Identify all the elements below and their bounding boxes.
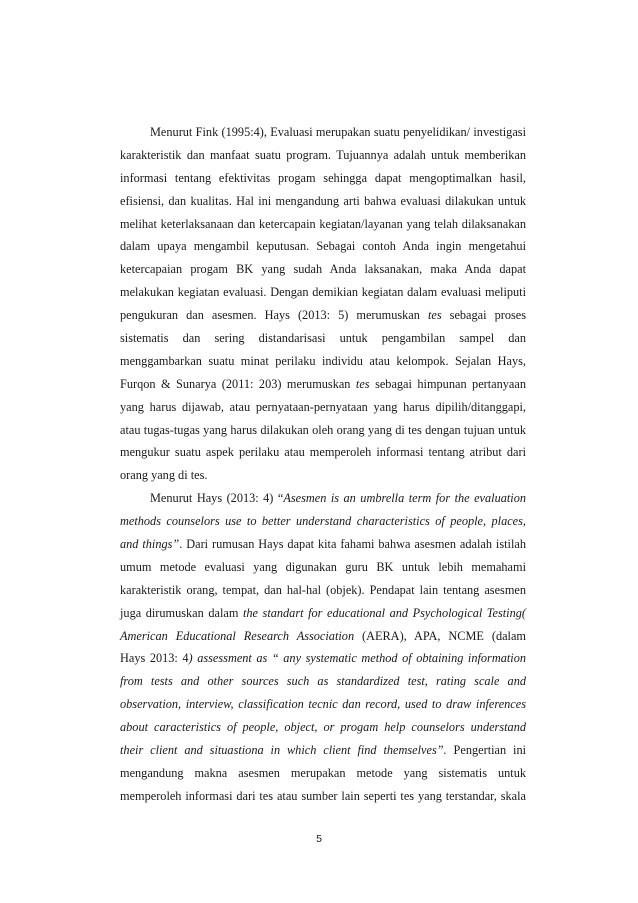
italic-text: the standart for educational and Psychological Testing( <box>242 605 526 620</box>
text-run: . Dari rumusan Hays dapat kita fahami bahwa asesmen adalah istilah <box>179 537 526 552</box>
text-line <box>120 510 526 533</box>
text-line <box>120 281 526 304</box>
italic-text: tes <box>355 376 370 391</box>
paragraph <box>120 487 526 807</box>
text-line <box>120 487 526 510</box>
text-run: umum metode evaluasi yang digunakan guru BK untuk lebih memahami <box>120 559 526 574</box>
text-run: ketercapaian progam BK yang sudah Anda laksanakan, maka Anda dapat <box>120 262 526 277</box>
italic-text: observation, interview, classification tecnic dan record, used to draw inferences <box>120 697 526 712</box>
text-run: Menurut Hays (2013: 4) “ <box>150 491 284 506</box>
text-run: Furqon & Sunarya (2011: 203) merumuskan <box>120 376 356 391</box>
text-line <box>120 647 526 670</box>
italic-text: Asesmen is an umbrella term for the evaluation <box>283 491 526 506</box>
text-line <box>120 464 526 487</box>
text-line <box>120 419 526 442</box>
italic-text: ) assessment as “ any systematic method of obtaining information <box>188 651 526 666</box>
text-line <box>120 258 526 281</box>
text-line <box>120 693 526 716</box>
italic-text: and things” <box>120 537 180 552</box>
text-line <box>120 373 526 396</box>
text-run: sebagai himpunan pertanyaan <box>369 376 526 391</box>
italic-text: methods counselors use to better understand characteristics of people, places, <box>120 514 526 529</box>
italic-text: their client and situastiona in which client find themselves”. <box>120 743 447 758</box>
text-line <box>120 579 526 602</box>
text-run: pengukuran dan asesmen. Hays (2013: 5) merumuskan <box>120 308 428 323</box>
text-line <box>120 304 526 327</box>
text-line <box>120 556 526 579</box>
text-run: memperoleh informasi dari tes atau sumber lain seperti tes yang terstandar, skala <box>120 788 526 803</box>
text-line <box>120 121 526 144</box>
text-line <box>120 167 526 190</box>
text-run: mengukur suatu aspek perilaku atau memperoleh informasi tentang atribut dari <box>120 445 526 460</box>
italic-text: American Educational Research Association <box>120 628 355 643</box>
text-run: melihat keterlaksanaan dan ketercapain kegiatan/layanan yang telah dilaksanakan <box>120 216 526 231</box>
body-text <box>120 121 526 808</box>
text-run: mengandung makna asesmen merupakan metode yang sistematis untuk <box>120 765 526 780</box>
paragraph <box>120 121 526 487</box>
text-run: Pengertian ini <box>446 743 527 758</box>
text-run: Menurut Fink (1995:4), Evaluasi merupakan suatu penyelidikan/ investigasi <box>150 125 526 139</box>
text-run: Hays 2013: 4 <box>120 651 189 666</box>
text-run: efisiensi, dan kualitas. Hal ini mengandung arti bahwa evaluasi dilakukan untuk <box>120 193 526 208</box>
text-run: menggambarkan suatu minat perilaku individu atau kelompok. Sejalan Hays, <box>120 353 526 368</box>
italic-text: about caracteristics of people, object, or progam help counselors understand <box>120 720 526 735</box>
text-run: sebagai proses <box>441 308 526 323</box>
text-line <box>120 213 526 236</box>
page-number: 5 <box>316 833 322 845</box>
text-line <box>120 785 526 808</box>
text-run: juga dirumuskan dalam <box>120 605 243 620</box>
text-line <box>120 190 526 213</box>
text-line <box>120 144 526 167</box>
text-line <box>120 716 526 739</box>
text-line <box>120 533 526 556</box>
text-run: informasi tentang efektivitas progam sehingga dapat mengoptimalkan hasil, <box>120 170 526 185</box>
text-line <box>120 739 526 762</box>
text-line <box>120 602 526 625</box>
text-run: sistematis dan sering distandarisasi untuk pengambilan sampel dan <box>120 331 526 346</box>
text-line <box>120 441 526 464</box>
italic-text: tes <box>427 308 442 323</box>
text-line <box>120 670 526 693</box>
text-run: dalam upaya mengambil keputusan. Sebagai contoh Anda ingin mengetahui <box>120 239 526 254</box>
italic-text: from tests and other sources such as standardized test, rating scale and <box>120 674 526 689</box>
text-line <box>120 762 526 785</box>
text-line <box>120 625 526 648</box>
text-line <box>120 235 526 258</box>
text-line <box>120 327 526 350</box>
text-line <box>120 396 526 419</box>
text-run: (AERA), APA, NCME (dalam <box>354 628 526 643</box>
text-run: yang harus dijawab, atau pernyataan-pernyataan yang harus dipilih/ditanggapi, <box>120 399 526 414</box>
text-run: karakteristik dan manfaat suatu program. Tujuannya adalah untuk memberikan <box>120 147 526 162</box>
text-line <box>120 350 526 373</box>
text-run: atau tugas-tugas yang harus dilakukan oleh orang yang di tes dengan tujuan untuk <box>120 422 526 437</box>
text-run: orang yang di tes. <box>120 468 208 483</box>
text-run: karakteristik orang, tempat, dan hal-hal (objek). Pendapat lain tentang asesmen <box>120 582 526 597</box>
text-run: melakukan kegiatan evaluasi. Dengan demikian kegiatan dalam evaluasi meliputi <box>120 285 526 300</box>
